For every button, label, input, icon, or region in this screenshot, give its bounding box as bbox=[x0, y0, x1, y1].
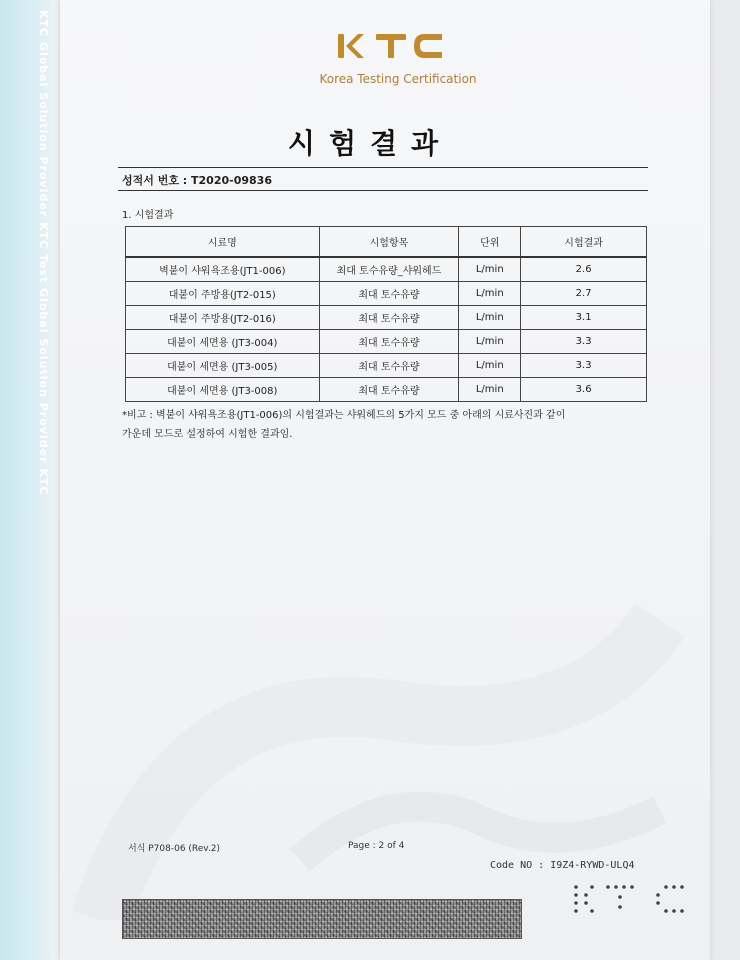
test-item-cell: 최대 토수유량 bbox=[319, 354, 459, 378]
test-item-cell: 최대 토수유량 bbox=[319, 306, 459, 330]
unit-cell: L/min bbox=[459, 354, 521, 378]
table-row bbox=[126, 257, 647, 282]
sample-name-cell: 대붙이 주방용(JT2-015) bbox=[126, 282, 320, 306]
header-rule-bottom bbox=[118, 190, 648, 191]
result-cell: 2.7 bbox=[521, 282, 647, 306]
result-cell: 3.1 bbox=[521, 306, 647, 330]
table-header-row bbox=[126, 227, 647, 258]
section-heading: 1. 시험결과 bbox=[122, 210, 174, 221]
sample-name-cell: 대붙이 세면용 (JT3-008) bbox=[126, 378, 320, 402]
table-row bbox=[126, 306, 647, 330]
document-title: 시험결과 bbox=[287, 127, 453, 160]
unit-cell: L/min bbox=[459, 282, 521, 306]
test-item-cell: 최대 토수유량_샤워헤드 bbox=[319, 257, 459, 282]
table-row bbox=[126, 282, 647, 306]
logo-subtitle: Korea Testing Certification bbox=[319, 72, 477, 86]
unit-cell: L/min bbox=[459, 378, 521, 402]
side-strip-text: KTC Global Solution Provider KTC Test Global Solution Provider KTC bbox=[37, 10, 50, 496]
remarks-line: *비고 : 벽붙이 샤워욕조용(JT1-006)의 시험결과는 샤워헤드의 5가지 모드 중 아래의 시료사진과 같이 bbox=[122, 410, 566, 421]
table-row bbox=[126, 330, 647, 354]
column-header: 시험항목 bbox=[319, 227, 459, 258]
unit-cell: L/min bbox=[459, 330, 521, 354]
result-cell: 3.3 bbox=[521, 354, 647, 378]
header-rule-top bbox=[118, 167, 648, 168]
test-item-cell: 최대 토수유량 bbox=[319, 282, 459, 306]
table-row bbox=[126, 354, 647, 378]
column-header: 단위 bbox=[459, 227, 521, 258]
result-cell: 3.6 bbox=[521, 378, 647, 402]
sample-name-cell: 대붙이 세면용 (JT3-004) bbox=[126, 330, 320, 354]
ktc-dot-stamp-icon bbox=[570, 883, 690, 919]
sample-name-cell: 대붙이 주방용(JT2-016) bbox=[126, 306, 320, 330]
side-strip bbox=[0, 0, 58, 960]
table-row bbox=[126, 378, 647, 402]
report-number: 성적서 번호 : T2020-09836 bbox=[122, 174, 272, 187]
sample-name-cell: 대붙이 세면용 (JT3-005) bbox=[126, 354, 320, 378]
result-cell: 3.3 bbox=[521, 330, 647, 354]
column-header: 시료명 bbox=[126, 227, 320, 258]
unit-cell: L/min bbox=[459, 257, 521, 282]
result-cell: 2.6 bbox=[521, 257, 647, 282]
column-header: 시험결과 bbox=[521, 227, 647, 258]
security-barcode bbox=[122, 899, 522, 939]
results-table bbox=[125, 226, 647, 402]
form-number: 서식 P708-06 (Rev.2) bbox=[128, 844, 221, 854]
code-number: Code NO : I9Z4-RYWD-ULQ4 bbox=[490, 860, 635, 871]
remarks-note bbox=[122, 406, 652, 444]
ktc-logo-icon bbox=[330, 30, 470, 62]
remarks-line: 가운데 모드로 설정하여 시험한 결과임. bbox=[122, 429, 293, 440]
unit-cell: L/min bbox=[459, 306, 521, 330]
test-item-cell: 최대 토수유량 bbox=[319, 330, 459, 354]
test-item-cell: 최대 토수유량 bbox=[319, 378, 459, 402]
sample-name-cell: 벽붙이 샤워욕조용(JT1-006) bbox=[126, 257, 320, 282]
page-number: Page : 2 of 4 bbox=[348, 841, 405, 851]
